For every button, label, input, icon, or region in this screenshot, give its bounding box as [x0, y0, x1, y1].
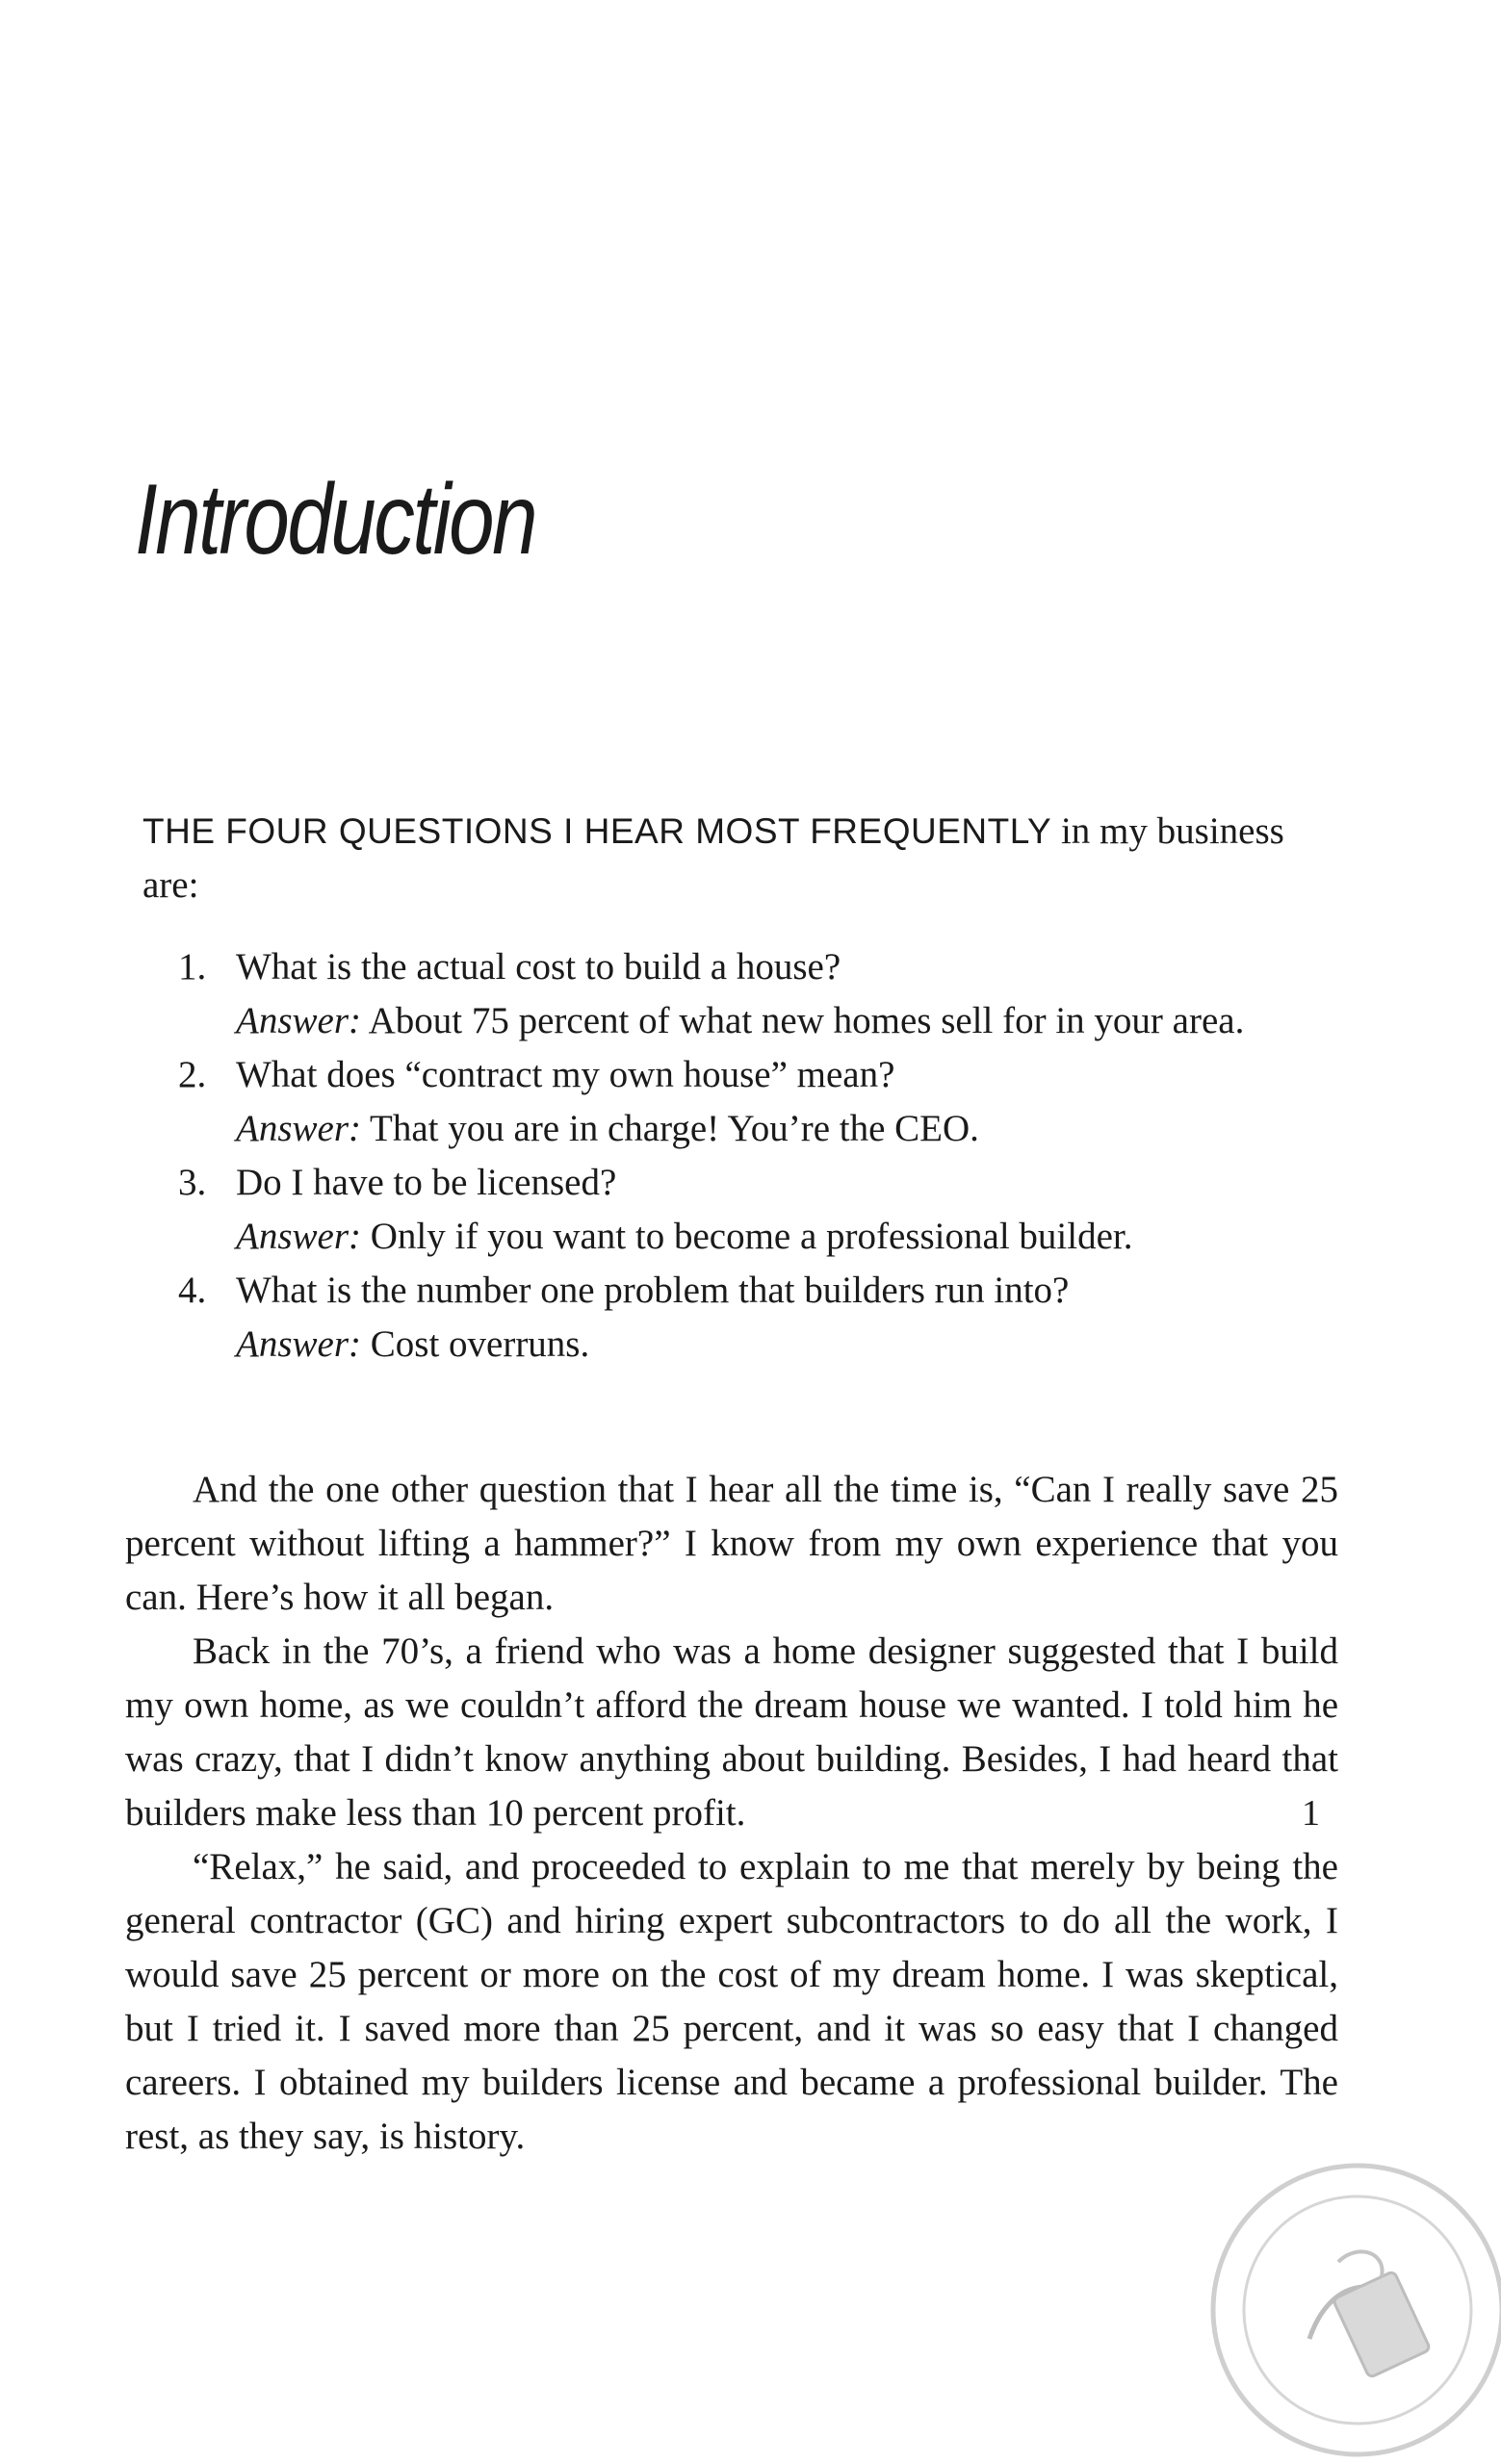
question-text: What is the number one problem that builders run into?	[236, 1270, 1070, 1311]
chapter-title: Introduction	[135, 464, 536, 576]
item-number: 3.	[178, 1162, 207, 1203]
answer-text	[236, 1210, 1314, 1264]
paragraph: And the one other question that I hear all the time is, “Can I really save 25 percent without lifting a hammer?” I know from my own experience that you can. Here’s how it all began.	[125, 1469, 1338, 1618]
answer-body: About 75 percent of what new homes sell for in your area.	[361, 1000, 1245, 1041]
item-number: 2.	[178, 1054, 207, 1095]
answer-body: That you are in charge! You’re the CEO.	[361, 1108, 979, 1149]
answer-label: Answer:	[236, 1323, 361, 1365]
answer-label: Answer:	[236, 1000, 361, 1041]
question-list	[178, 940, 1314, 1372]
item-number: 1.	[178, 946, 207, 988]
page-number: 1	[1302, 1793, 1320, 1834]
lead-rest: in my business are:	[142, 810, 1284, 906]
list-item	[178, 1264, 1314, 1372]
answer-label: Answer:	[236, 1216, 361, 1257]
answer-text	[236, 1318, 1314, 1372]
lead-caps: THE FOUR QUESTIONS I HEAR MOST FREQUENTLY	[142, 811, 1052, 851]
question-text: What does “contract my own house” mean?	[236, 1054, 895, 1095]
answer-text	[236, 994, 1314, 1048]
answer-text	[236, 1102, 1314, 1156]
question-text: Do I have to be licensed?	[236, 1162, 617, 1203]
question-text: What is the actual cost to build a house?	[236, 946, 841, 988]
paragraph: Back in the 70’s, a friend who was a home designer suggested that I build my own home, as we couldn’t afford the dream house we wanted. I told him he was crazy, that I didn’t know anything about building. Besides, I had heard that builders make less than 10 percent profit.	[125, 1630, 1338, 1834]
answer-label: Answer:	[236, 1108, 361, 1149]
list-item	[178, 940, 1314, 1048]
paragraph: “Relax,” he said, and proceeded to explain to me that merely by being the general contractor (GC) and hiring expert subcontractors to do all the work, I would save 25 percent or more on the cost of my dream home. I was skeptical, but I tried it. I saved more than 25 percent, and it was so easy that I changed careers. I obtained my builders license and became a professional builder. The rest, as they say, is history.	[125, 1846, 1338, 2157]
lead-paragraph	[142, 805, 1298, 912]
item-number: 4.	[178, 1270, 207, 1311]
body-paragraphs	[125, 1463, 1338, 2164]
answer-body: Cost overruns.	[361, 1323, 590, 1365]
watermark-seal	[1194, 2118, 1501, 2464]
list-item	[178, 1156, 1314, 1264]
list-item	[178, 1048, 1314, 1156]
answer-body: Only if you want to become a professional builder.	[361, 1216, 1133, 1257]
